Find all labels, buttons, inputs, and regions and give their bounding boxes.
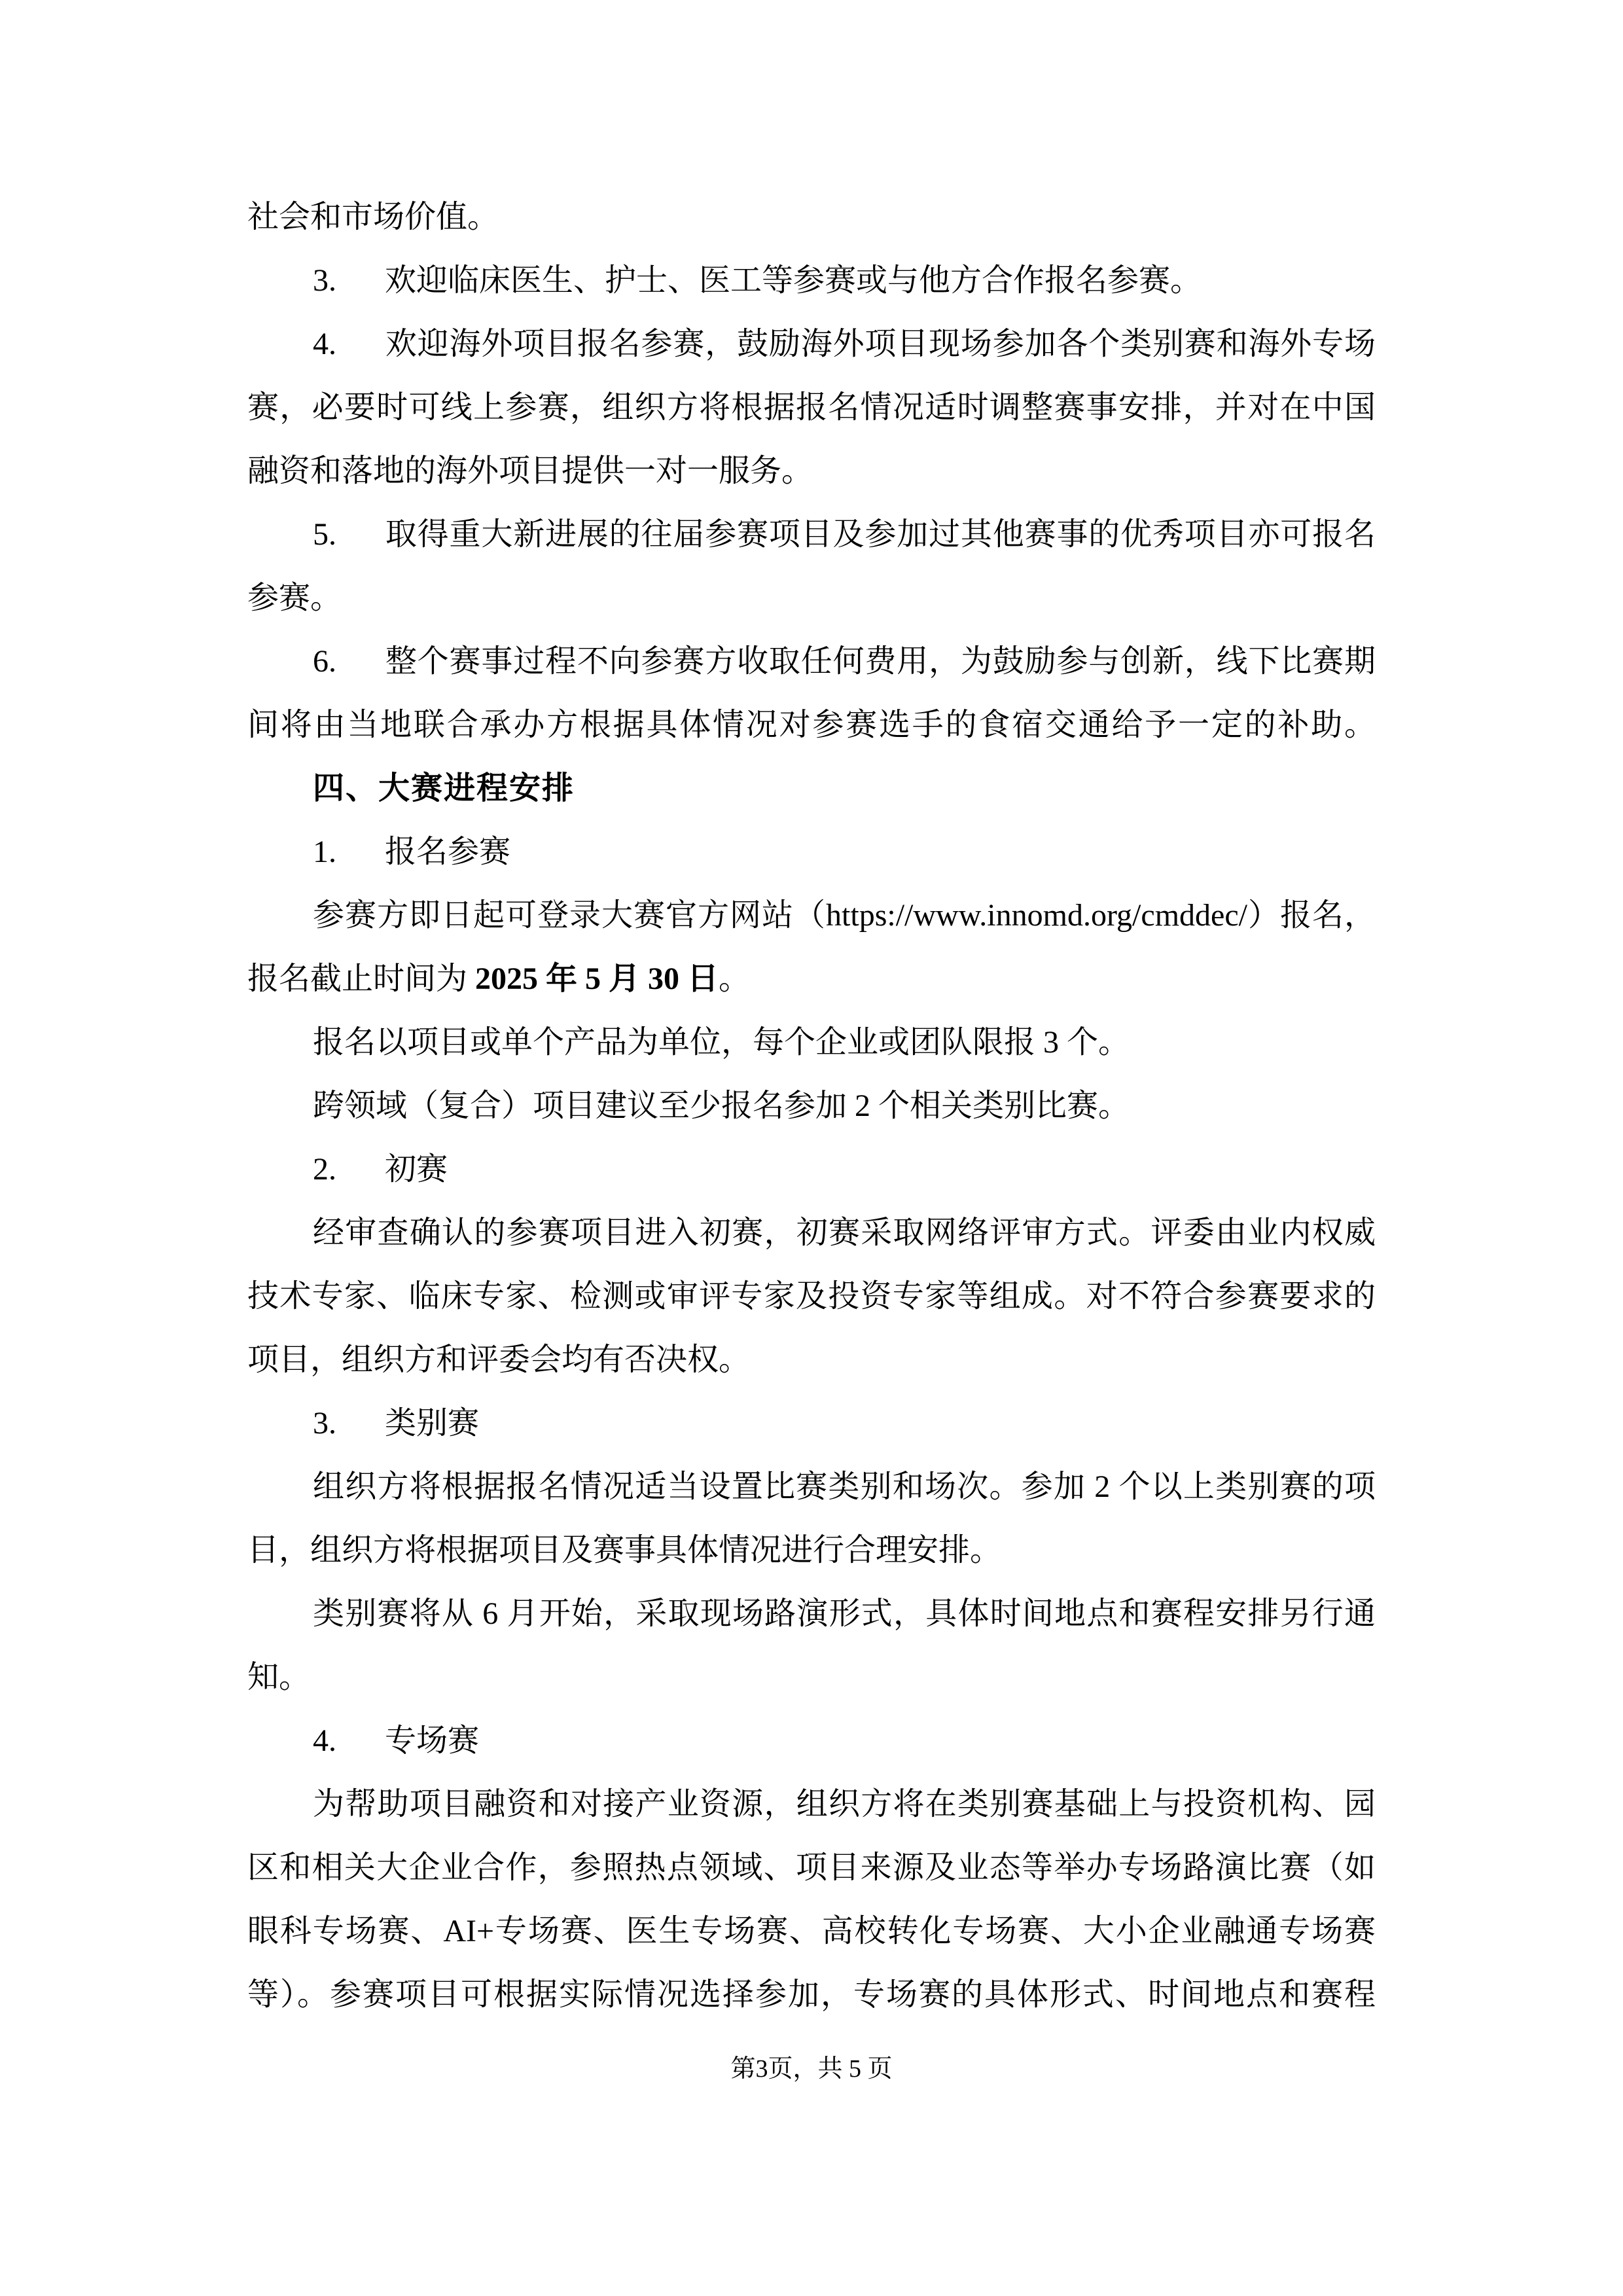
text-segment: 。 xyxy=(719,961,751,996)
text-line xyxy=(247,884,1376,947)
text-line xyxy=(247,185,1376,249)
bold-text: 四、大赛进程安排 xyxy=(313,771,575,806)
list-number: 6. xyxy=(313,644,336,679)
text-line xyxy=(247,439,1376,503)
text-line xyxy=(247,1582,1376,1645)
text-segment: 专场赛 xyxy=(385,1723,480,1758)
text-segment: 整个赛事过程不向参赛方收取任何费用，为鼓励参与创新，线下比赛期 xyxy=(385,644,1376,679)
text-segment: 取得重大新进展的往届参赛项目及参加过其他赛事的优秀项目亦可报名 xyxy=(385,517,1376,552)
bold-text: 2025 年 5 月 30 日 xyxy=(475,961,719,996)
text-line xyxy=(247,1201,1376,1265)
list-number: 5. xyxy=(313,517,336,552)
text-segment: 报名参赛 xyxy=(385,834,511,869)
text-segment: 报名截止时间为 xyxy=(247,961,476,996)
text-segment: 融资和落地的海外项目提供一对一服务。 xyxy=(247,454,813,488)
text-segment: 技术专家、临床专家、检测或审评专家及投资专家等组成。对不符合参赛要求的 xyxy=(247,1279,1376,1314)
text-line xyxy=(247,1645,1376,1709)
text-block xyxy=(247,185,1376,2026)
text-segment: 社会和市场价值。 xyxy=(247,200,499,234)
text-segment: 初赛 xyxy=(385,1152,448,1187)
text-segment: 报名以项目或单个产品为单位，每个企业或团队限报 3 个。 xyxy=(313,1025,1130,1060)
list-number: 2. xyxy=(313,1152,336,1187)
text-line xyxy=(247,249,1376,312)
text-segment: 目，组织方将根据项目及赛事具体情况进行合理安排。 xyxy=(247,1533,1002,1568)
text-segment: 欢迎临床医生、护士、医工等参赛或与他方合作报名参赛。 xyxy=(385,263,1202,298)
text-segment: 跨领域（复合）项目建议至少报名参加 2 个相关类别比赛。 xyxy=(313,1088,1130,1123)
text-line xyxy=(247,1899,1376,1963)
text-segment: 参赛方即日起可登录大赛官方网站（https://www.innomd.org/cmddec/）报名， xyxy=(313,898,1376,933)
text-line xyxy=(247,820,1376,884)
text-segment: 组织方将根据报名情况适当设置比赛类别和场次。参加 2 个以上类别赛的项 xyxy=(313,1469,1376,1504)
list-number: 4. xyxy=(313,327,336,361)
text-line xyxy=(247,1391,1376,1455)
text-line xyxy=(247,1518,1376,1582)
list-number: 1. xyxy=(313,834,336,869)
text-segment: 赛，必要时可线上参赛，组织方将根据报名情况适时调整赛事安排，并对在中国 xyxy=(247,390,1376,425)
list-number: 3. xyxy=(313,263,336,298)
text-segment: 欢迎海外项目报名参赛，鼓励海外项目现场参加各个类别赛和海外专场 xyxy=(385,327,1376,361)
text-segment: 参赛。 xyxy=(247,581,342,615)
text-segment: 类别赛将从 6 月开始，采取现场路演形式，具体时间地点和赛程安排另行通 xyxy=(313,1596,1376,1631)
text-segment: 项目，组织方和评委会均有否决权。 xyxy=(247,1342,751,1377)
text-segment: 间将由当地联合承办方根据具体情况对参赛选手的食宿交通给予一定的补助。 xyxy=(247,708,1376,742)
text-line xyxy=(247,1963,1376,2026)
text-line xyxy=(247,1328,1376,1391)
text-line xyxy=(247,1772,1376,1836)
text-segment: 等）。参赛项目可根据实际情况选择参加，专场赛的具体形式、时间地点和赛程 xyxy=(247,1977,1376,2012)
text-line xyxy=(247,1074,1376,1138)
text-line xyxy=(247,1709,1376,1772)
section-heading xyxy=(247,757,1376,820)
text-segment: 类别赛 xyxy=(385,1406,480,1441)
text-line xyxy=(247,1138,1376,1201)
text-line xyxy=(247,630,1376,693)
text-line xyxy=(247,1455,1376,1518)
text-line xyxy=(247,376,1376,439)
text-segment: 为帮助项目融资和对接产业资源，组织方将在类别赛基础上与投资机构、园 xyxy=(313,1787,1376,1821)
text-line xyxy=(247,503,1376,566)
text-line xyxy=(247,693,1376,757)
text-line xyxy=(247,947,1376,1011)
text-line xyxy=(247,1836,1376,1899)
list-number: 3. xyxy=(313,1406,336,1441)
text-line xyxy=(247,1011,1376,1074)
page-footer: 第3页，共 5 页 xyxy=(730,2055,893,2083)
text-line xyxy=(247,1265,1376,1328)
text-line xyxy=(247,566,1376,630)
text-segment: 经审查确认的参赛项目进入初赛，初赛采取网络评审方式。评委由业内权威 xyxy=(313,1215,1376,1250)
list-number: 4. xyxy=(313,1723,336,1758)
text-segment: 知。 xyxy=(247,1660,311,1695)
text-segment: 眼科专场赛、AI+专场赛、医生专场赛、高校转化专场赛、大小企业融通专场赛 xyxy=(247,1914,1376,1948)
text-segment: 区和相关大企业合作，参照热点领域、项目来源及业态等举办专场路演比赛（如 xyxy=(247,1850,1376,1885)
text-line xyxy=(247,312,1376,376)
